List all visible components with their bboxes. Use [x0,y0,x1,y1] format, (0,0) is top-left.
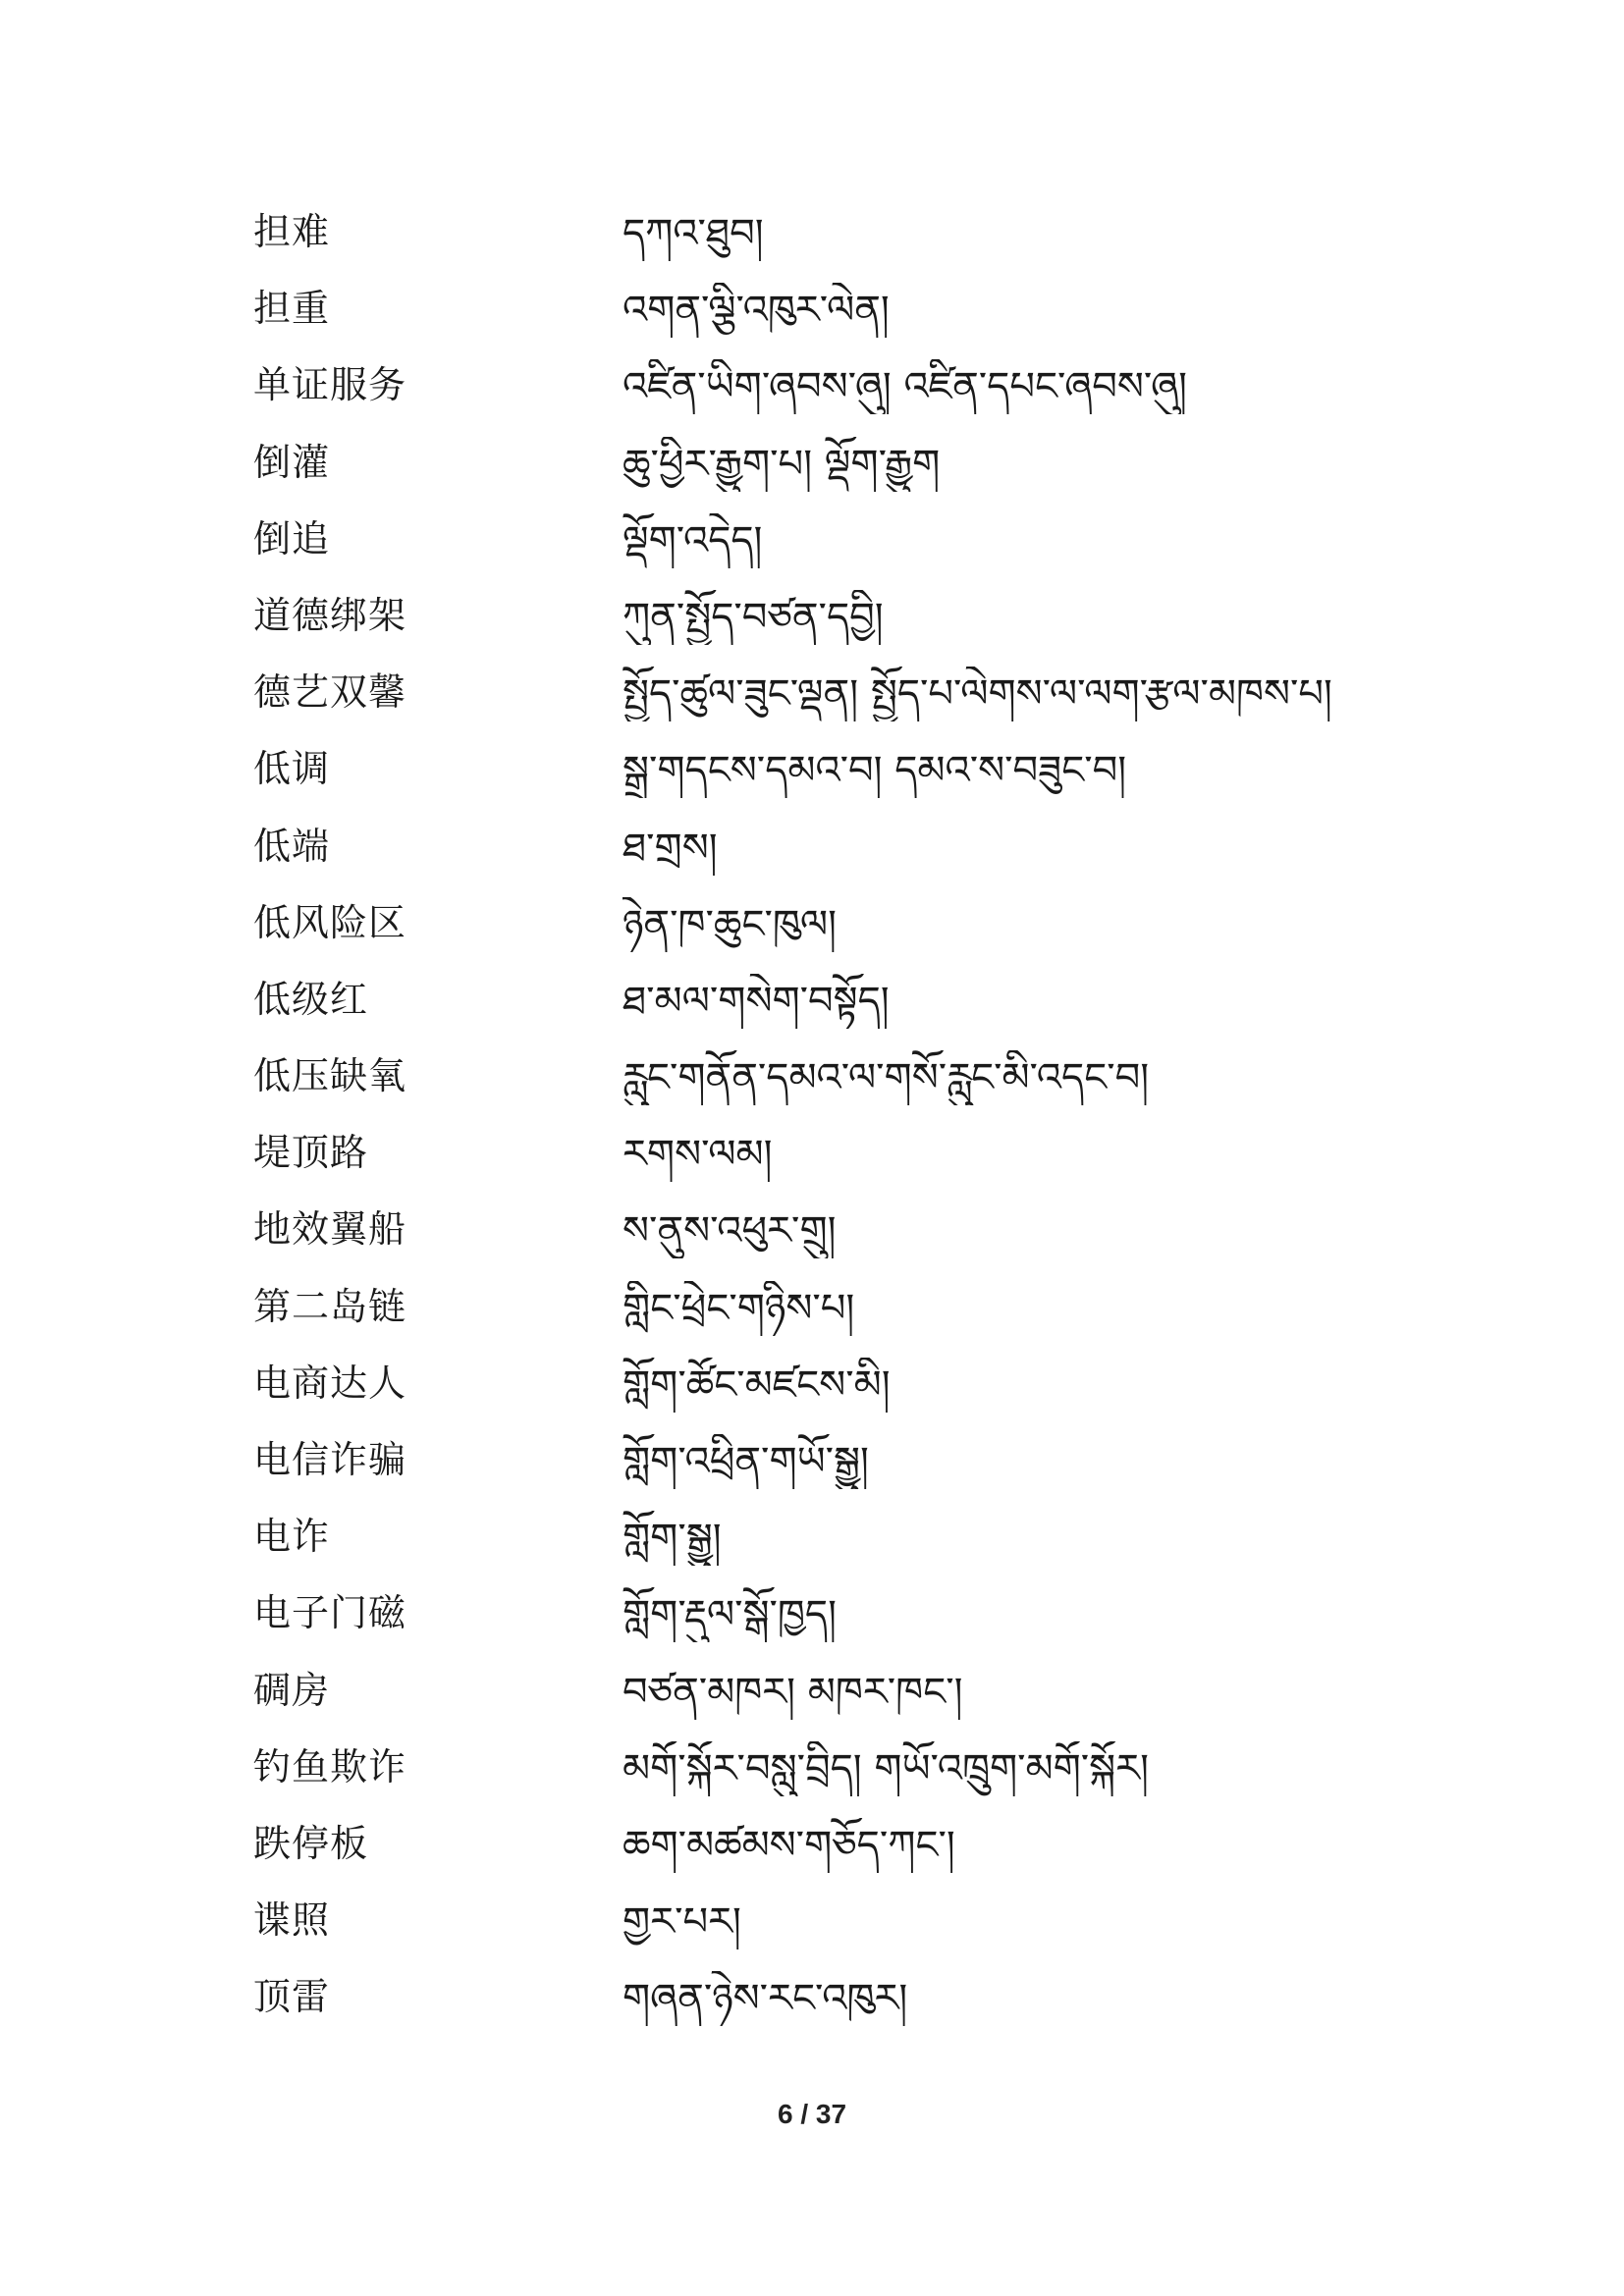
chinese-term: 地效翼船 [253,1207,407,1252]
tibetan-term: ས་ནུས་འཕུར་གྲུ། [623,1208,837,1255]
chinese-term: 谍照 [253,1898,331,1943]
glossary-entry [253,283,1373,359]
tibetan-term: ཐ་གྲས། [623,825,718,871]
chinese-term: 德艺双馨 [253,670,407,715]
glossary-entry [253,1665,1373,1741]
tibetan-term: བཙན་མཁར། མཁར་ཁང་། [623,1669,963,1715]
tibetan-term: གློག་འཕྲིན་གཡོ་སྒྱུ། [623,1439,869,1484]
chinese-term: 道德绑架 [253,593,407,637]
tibetan-term: གློག་རྡུལ་སྒོ་ཁྱད། [623,1592,837,1638]
glossary-entry [253,1895,1373,1971]
chinese-term: 跌停板 [253,1821,369,1865]
glossary-entry [253,897,1373,974]
tibetan-term: ལྡོག་འདེད། [623,517,763,563]
glossary-entry [253,743,1373,820]
tibetan-term: དཀའ་ཐུབ། [623,211,764,256]
chinese-term: 第二岛链 [253,1284,407,1328]
chinese-term: 顶雷 [253,1975,331,2019]
glossary-entry [253,1358,1373,1434]
tibetan-term: ཆུ་ཕྱིར་རྒྱུག་པ། ལྡོག་རྒྱུག [623,441,941,487]
tibetan-term: གླིང་ཕྲེང་གཉིས་པ། [623,1285,855,1331]
tibetan-term: ཐ་མལ་གསེག་བསྟོད། [623,978,890,1024]
tibetan-term: འགན་ལྕི་འཁུར་ལེན། [623,288,890,334]
glossary-entry [253,590,1373,667]
glossary-entry [253,513,1373,590]
glossary-entry [253,1818,1373,1895]
glossary-entry [253,1203,1373,1280]
tibetan-term: གཞན་ཉེས་རང་འཁུར། [623,1976,908,2022]
chinese-term: 钓鱼欺诈 [253,1744,407,1789]
page-number: 6 / 37 [777,2099,847,2129]
chinese-term: 低端 [253,824,331,868]
glossary-entry [253,1127,1373,1203]
chinese-term: 碉房 [253,1668,331,1712]
chinese-term: 低压缺氧 [253,1054,407,1098]
glossary-entry [253,821,1373,897]
glossary-entry [253,1281,1373,1358]
tibetan-term: འཛིན་ཡིག་ཞབས་ཞུ། འཛིན་དཔང་ཞབས་ཞུ། [623,364,1187,410]
glossary-entry [253,206,1373,283]
chinese-term: 电商达人 [253,1361,407,1405]
glossary-list [253,206,1373,2049]
glossary-entry [253,1511,1373,1587]
tibetan-term: གློག་སྒྱུ། [623,1516,722,1562]
chinese-term: 低级红 [253,977,369,1021]
tibetan-term: གློག་ཚོང་མཛངས་མི། [623,1362,891,1408]
chinese-term: 担难 [253,210,331,253]
tibetan-term: གྱར་པར། [623,1899,741,1946]
tibetan-term: ཉེན་ཁ་ཆུང་ཁུལ། [623,901,837,947]
chinese-term: 堤顶路 [253,1131,369,1175]
chinese-term: 电信诈骗 [253,1438,407,1481]
glossary-entry [253,974,1373,1050]
tibetan-term: རླུང་གནོན་དམའ་ལ་གསོ་རླུང་མི་འདང་བ། [623,1055,1150,1101]
chinese-term: 电子门磁 [253,1591,407,1635]
tibetan-term: ཀུན་སྤྱོད་བཙན་དབྱི། [623,594,884,640]
chinese-term: 单证服务 [253,363,407,407]
glossary-entry [253,1587,1373,1664]
chinese-term: 倒灌 [253,440,331,484]
tibetan-term: མགོ་སྐོར་བསླུ་བྲིད། གཡོ་འཁྲུག་མགོ་སྐོར། [623,1745,1149,1791]
glossary-entry [253,667,1373,743]
glossary-entry [253,1741,1373,1818]
chinese-term: 电诈 [253,1515,331,1559]
chinese-term: 担重 [253,287,331,331]
tibetan-term: ཆག་མཚམས་གཅོད་ཀང་། [623,1822,955,1868]
glossary-entry [253,1971,1373,2048]
tibetan-term: སྤྱོད་ཚུལ་ཟུང་ལྡན། སྤྱོད་པ་ལེགས་ལ་ལག་རྩལ་མཁས་པ། [623,671,1332,718]
tibetan-term: སྒྲ་གདངས་དམའ་བ། དམའ་ས་བཟུང་བ། [623,748,1127,794]
chinese-term: 低风险区 [253,900,407,944]
chinese-term: 倒追 [253,516,331,561]
glossary-entry [253,1050,1373,1127]
glossary-entry [253,359,1373,436]
glossary-entry [253,1434,1373,1511]
glossary-entry [253,437,1373,513]
tibetan-term: རགས་ལམ། [623,1132,773,1178]
chinese-term: 低调 [253,747,331,791]
